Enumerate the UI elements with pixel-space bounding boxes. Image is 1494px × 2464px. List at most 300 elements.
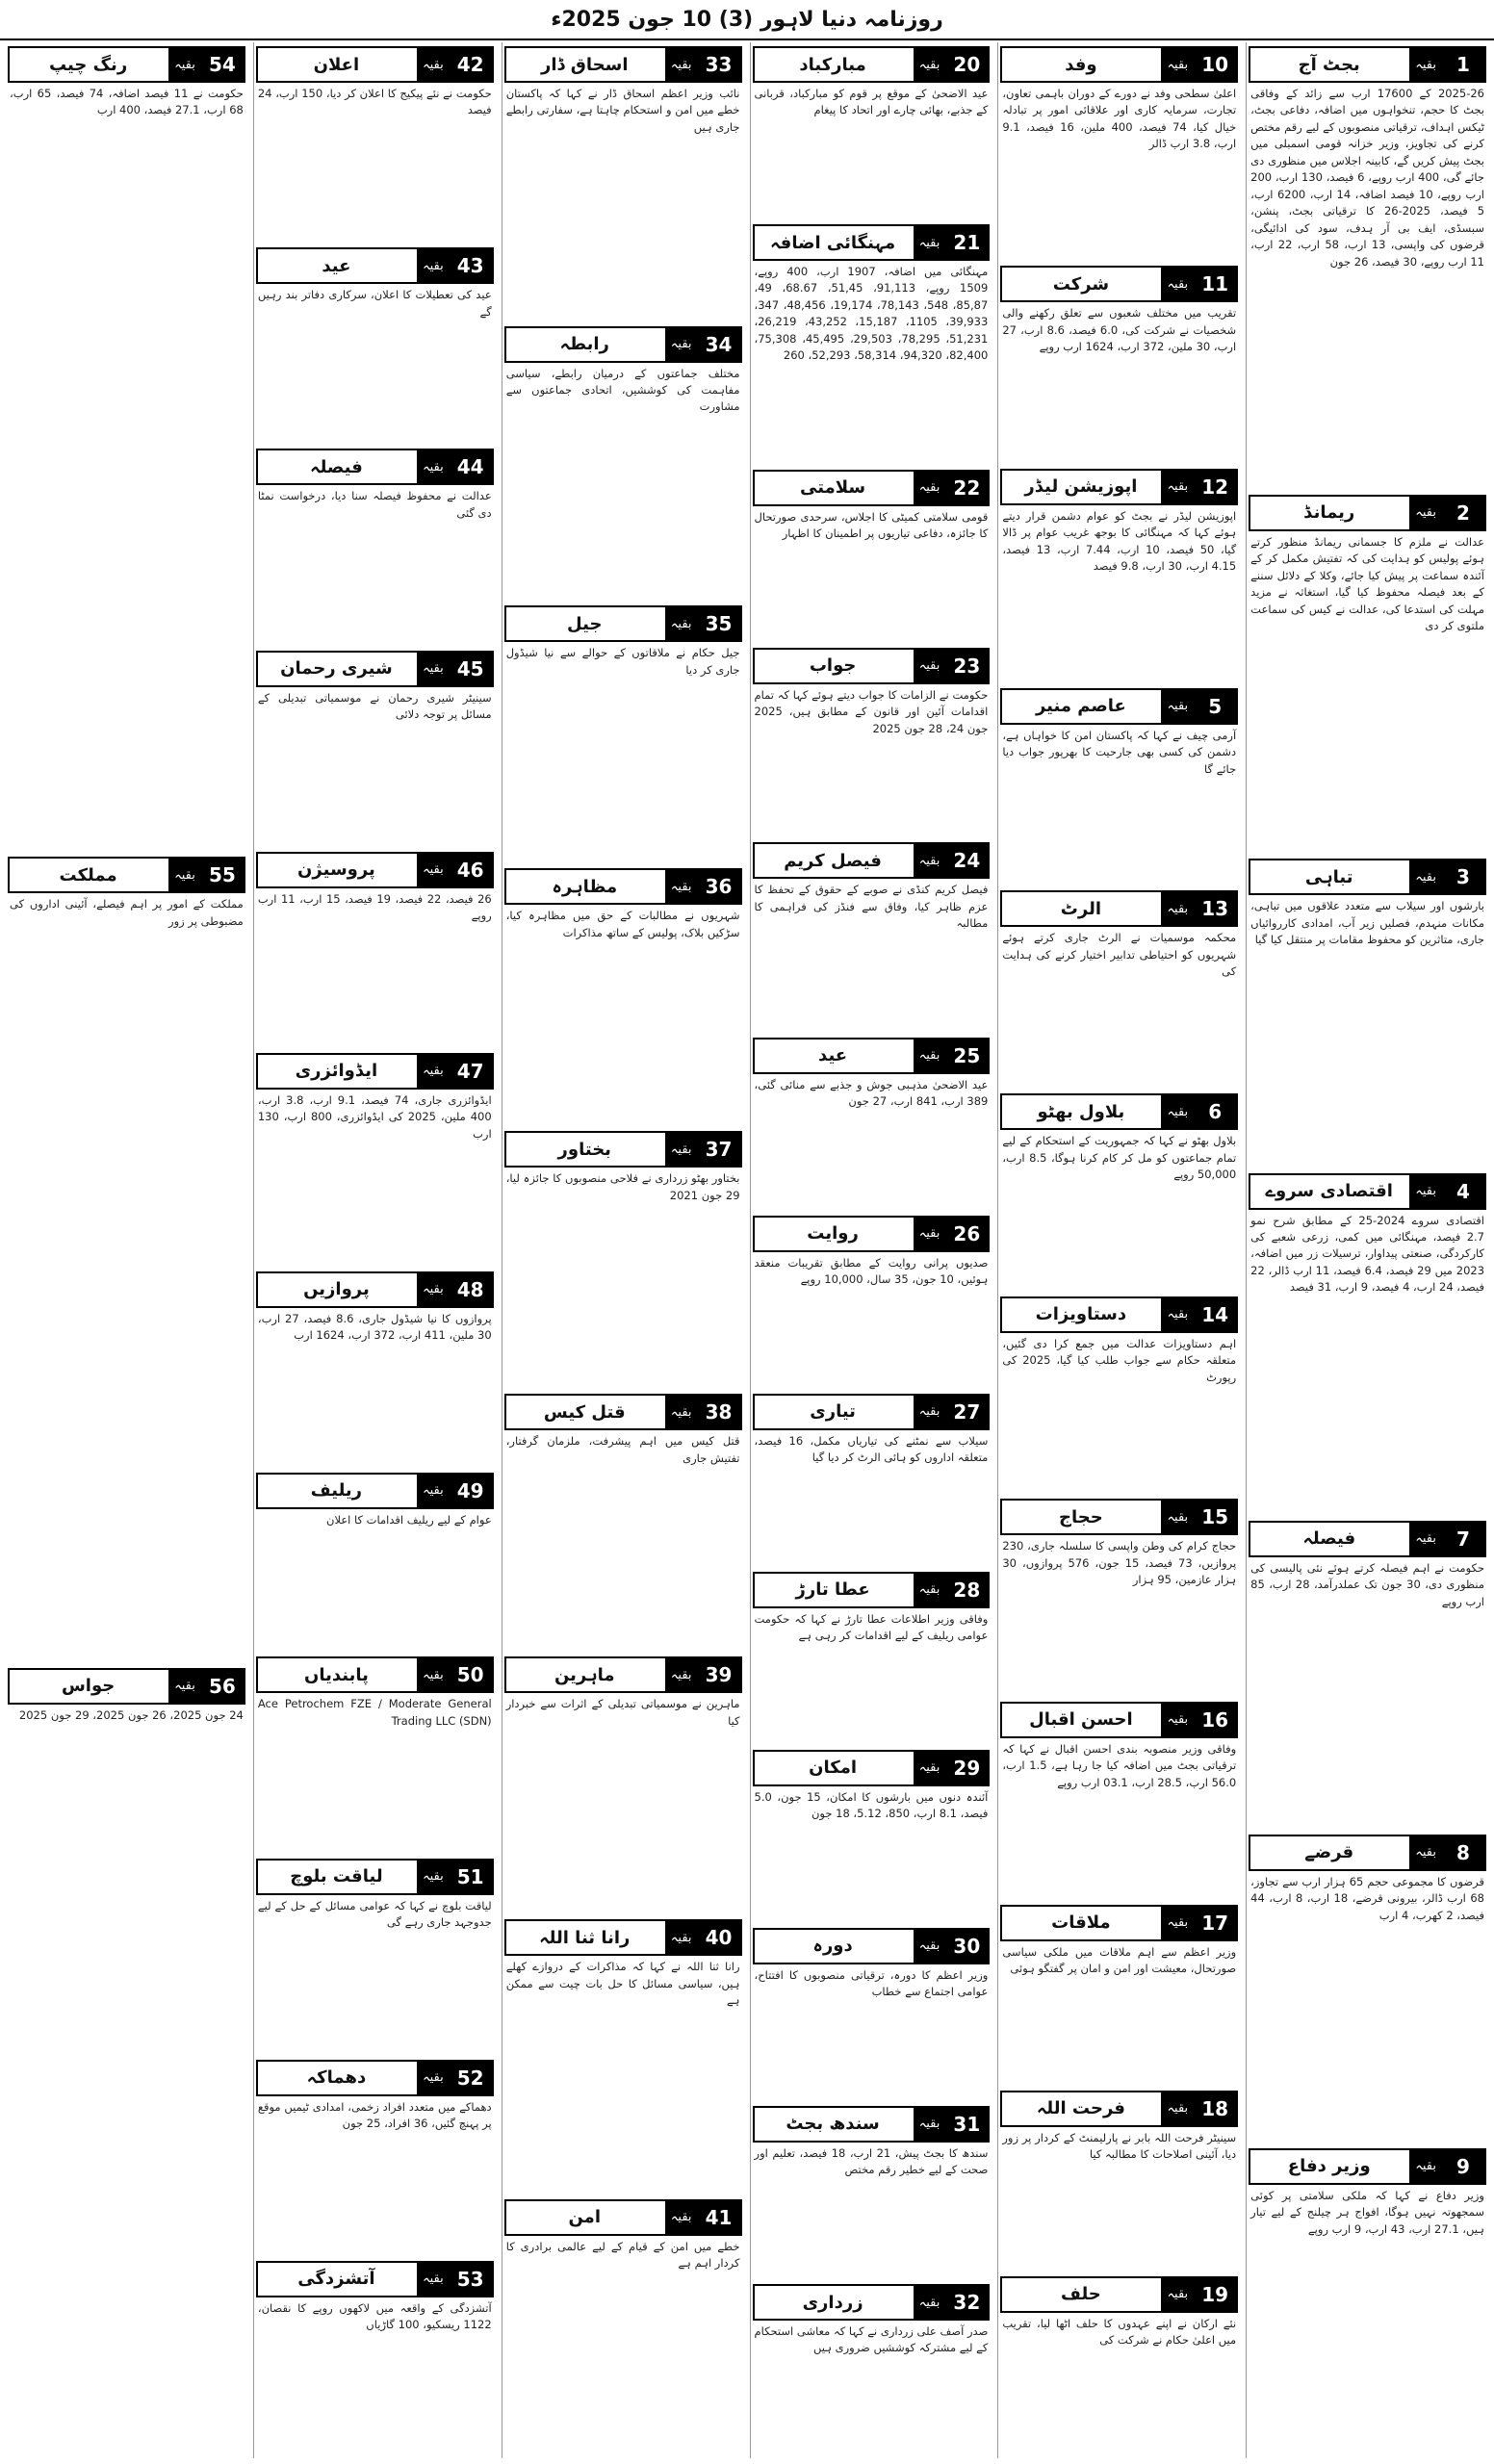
article-title: مبارکباد (755, 48, 912, 81)
article-title: الرٹ (1002, 892, 1159, 925)
article-header (8, 857, 245, 893)
article-body: لیاقت بلوچ نے کہا کہ عوامی مسائل کے حل کے لیے جدوجہد جاری رہے گی (257, 1898, 492, 1930)
article-number: 51 (450, 1861, 492, 1893)
article (254, 2056, 496, 2257)
article (998, 1495, 1240, 1698)
article-number: 18 (1194, 2092, 1236, 2125)
article (998, 465, 1240, 684)
article-header (1249, 495, 1486, 531)
article (751, 1924, 992, 2102)
column-3 (750, 42, 992, 2458)
article-header (753, 1928, 991, 1964)
article-tag: بقیہ (663, 1396, 698, 1428)
article-title: ایڈوائزری (258, 1055, 415, 1088)
article-header (753, 1394, 991, 1430)
article-body: قتل کیس میں اہم پیشرفت، ملزمان گرفتار، تفتیش جاری (505, 1434, 740, 1465)
article-number: 26 (945, 1218, 988, 1250)
article-number: 45 (450, 653, 492, 685)
article-number: 35 (698, 607, 740, 640)
article-tag: بقیہ (663, 1133, 698, 1166)
article-number: 42 (450, 48, 492, 81)
article-header (1000, 1905, 1238, 1941)
article (6, 853, 247, 1663)
article-body: وزیر دفاع نے کہا کہ ملکی سلامتی پر کوئی سمجھوتہ نہیں ہوگا، افواج ہر چیلنج کے لیے تیار ہیں، 27.1 ارب، 43 ارب، 9 ارب روپے (1250, 2188, 1484, 2236)
article-tag: بقیہ (1159, 1298, 1194, 1331)
article-title: ریمانڈ (1250, 497, 1407, 529)
article-tag: بقیہ (912, 1752, 946, 1784)
article-body: قرضوں کا مجموعی حجم 65 ہزار ارب سے تجاوز، 68 ارب ڈالر، بیرونی قرضے، 18 ارب، 8 ارب، 44 فیصد، 2 کھرب، 4 ارب (1250, 1874, 1484, 1922)
article (751, 644, 992, 838)
article (254, 244, 496, 445)
article-body: محکمہ موسمیات نے الرٹ جاری کرتے ہوئے شہریوں کو احتیاطی تدابیر اختیار کرنے کی ہدایت کی (1002, 931, 1237, 979)
article-header (1000, 2276, 1238, 2313)
article-tag: بقیہ (1407, 1523, 1442, 1555)
article-tag: بقیہ (1159, 1907, 1194, 1939)
article-body: سیلاب سے نمٹنے کی تیاریاں مکمل، 16 فیصد، متعلقہ اداروں کو ہائی الرٹ کر دیا گیا (754, 1433, 989, 1465)
article-header (1000, 46, 1238, 83)
article-header (1000, 1296, 1238, 1333)
article (1247, 42, 1488, 491)
article-tag: بقیہ (415, 249, 450, 282)
article-body: آرمی چیف نے کہا کہ پاکستان امن کا خواہاں ہے، دشمن کی کسی بھی جارحیت کا بھرپور جواب دیا جائے گا (1002, 728, 1237, 776)
column-5 (253, 42, 496, 2458)
article-body: بلاول بھٹو نے کہا کہ جمہوریت کے استحکام کے لیے تمام جماعتوں کو مل کر کام کرنا ہوگا، 8.5 ارب، 50,000 روپے (1002, 1134, 1237, 1181)
article-title: جواس (10, 1670, 167, 1703)
article-title: بختاور (506, 1133, 663, 1166)
article-header (8, 46, 245, 83)
article-header (8, 1668, 245, 1705)
article-header (256, 1271, 494, 1308)
article-title: قرضے (1250, 1836, 1407, 1869)
article-tag: بقیہ (912, 2286, 946, 2319)
article-number: 39 (698, 1658, 740, 1691)
article-number: 37 (698, 1133, 740, 1166)
article-title: قتل کیس (506, 1396, 663, 1428)
article (1247, 2144, 1488, 2458)
article-tag: بقیہ (912, 1930, 946, 1963)
article-header (753, 648, 991, 684)
article-tag: بقیہ (663, 607, 698, 640)
article-title: مہنگائی اضافہ (755, 226, 912, 259)
article-tag: بقیہ (1159, 892, 1194, 925)
article-body: وزیر اعظم سے اہم ملاقات میں ملکی سیاسی صورتحال، معیشت اور امن و امان پر گفتگو ہوئی (1002, 1944, 1237, 1976)
article-body: بختاور بھٹو زرداری نے فلاحی منصوبوں کا جائزہ لیا، 29 جون 2021 (505, 1171, 740, 1202)
article (254, 1855, 496, 2056)
article (502, 602, 744, 864)
article-header (1000, 890, 1238, 927)
article-title: اپوزیشن لیڈر (1002, 471, 1159, 503)
masthead-title: روزنامہ دنیا لاہور (3) 10 جون 2025ء (551, 7, 943, 32)
article (751, 2280, 992, 2458)
article-number: 25 (945, 1040, 988, 1072)
article-tag: بقیہ (1407, 1175, 1442, 1208)
article-number: 29 (945, 1752, 988, 1784)
article-title: مملکت (10, 859, 167, 891)
article (254, 42, 496, 244)
article (998, 886, 1240, 1090)
article-header (753, 470, 991, 506)
article-body: ایڈوائزری جاری، 74 فیصد، 9.1 ارب، 3.8 ارب، 400 ملین، 2025 کی ایڈوائزری، 800 ارب، 130 ارب (257, 1092, 492, 1141)
article-body: مختلف جماعتوں کے درمیان رابطے، سیاسی مفاہمت کی کوششیں، اتحادی جماعتوں سے مشاورت (505, 366, 740, 414)
newspaper-page (6, 42, 1488, 2458)
article (1247, 1517, 1488, 1831)
article-title: سندھ بجٹ (755, 2108, 912, 2141)
article-header (753, 2284, 991, 2321)
article-header (1000, 1093, 1238, 1130)
article (254, 1049, 496, 1268)
article (1247, 1831, 1488, 2144)
article-tag: بقیہ (415, 1055, 450, 1088)
article-number: 8 (1442, 1836, 1484, 1869)
article-number: 31 (945, 2108, 988, 2141)
article-number: 36 (698, 870, 740, 903)
article-body: عوام کے لیے ریلیف اقدامات کا اعلان (326, 1512, 492, 1527)
article-header (1000, 1499, 1238, 1535)
article-body: اعلیٰ سطحی وفد نے دورے کے دوران باہمی تعاون، تجارت، سرمایہ کاری اور علاقائی امور پر تبادلہ خیال کیا، 74 فیصد، 400 ملین، 16 فیصد، 9.1 ارب، 3.8 ارب ڈالر (1002, 87, 1237, 151)
article-body: ماہرین نے موسمیاتی تبدیلی کے اثرات سے خبردار کیا (505, 1697, 740, 1728)
article-body: بارشوں اور سیلاب سے متعدد علاقوں میں تباہی، مکانات منہدم، فصلیں زیر آب، امدادی کارروائیاں جاری، متاثرین کو محفوظ مقامات پر منتقل کیا گیا (1250, 899, 1484, 947)
article-number: 32 (945, 2286, 988, 2319)
article-title: ملاقات (1002, 1907, 1159, 1939)
article-body: حکومت نے نئے پیکیج کا اعلان کر دیا، 150 ارب، 24 فیصد (257, 87, 492, 117)
article-header (1000, 1702, 1238, 1738)
article (502, 864, 744, 1127)
article-header (504, 605, 742, 642)
article-number: 38 (698, 1396, 740, 1428)
article-tag: بقیہ (663, 870, 698, 903)
article-number: 17 (1194, 1907, 1236, 1939)
article-header (753, 1572, 991, 1608)
article-header (256, 1053, 494, 1090)
article-body: قومی سلامتی کمیٹی کا اجلاس، سرحدی صورتحال کا جائزہ، دفاعی تیاریوں پر اطمینان کا اظہار (754, 509, 989, 541)
article-title: تباہی (1250, 860, 1407, 893)
article-title: فیصلہ (1250, 1523, 1407, 1555)
article-title: احسن اقبال (1002, 1704, 1159, 1736)
article (751, 838, 992, 1033)
article-title: پابندیاں (258, 1658, 415, 1691)
article-body: آتشزدگی کے واقعہ میں لاکھوں روپے کا نقصان، 1122 ریسکیو، 100 گاڑیاں (257, 2300, 492, 2332)
article-number: 19 (1194, 2278, 1236, 2311)
article-title: فیصل کریم (755, 844, 912, 877)
article-title: رانا ثنا اللہ (506, 1921, 663, 1954)
article (751, 1034, 992, 1212)
article (751, 1212, 992, 1390)
article-tag: بقیہ (415, 653, 450, 685)
article-header (1000, 469, 1238, 505)
article-number: 9 (1442, 2150, 1484, 2183)
article-number: 24 (945, 844, 988, 877)
article-body: جیل حکام نے ملاقاتوں کے حوالے سے نیا شیڈول جاری کر دیا (505, 646, 740, 677)
article-title: عید (755, 1040, 912, 1072)
article-title: سلامتی (755, 472, 912, 504)
article-title: فیصلہ (258, 450, 415, 483)
article-header (256, 1656, 494, 1693)
article (998, 2272, 1240, 2458)
article-number: 16 (1194, 1704, 1236, 1736)
article-tag: بقیہ (415, 1861, 450, 1893)
article-header (256, 651, 494, 687)
article-number: 56 (201, 1670, 244, 1703)
article (502, 1127, 744, 1390)
article (502, 42, 744, 322)
column-2 (997, 42, 1240, 2458)
article-title: دورہ (755, 1930, 912, 1963)
article-title: دھماکہ (258, 2062, 415, 2094)
article-title: بجٹ آج (1250, 48, 1407, 81)
article-header (753, 1216, 991, 1252)
article (998, 684, 1240, 887)
article (998, 262, 1240, 465)
article-header (256, 46, 494, 83)
article-title: وزیر دفاع (1250, 2150, 1407, 2183)
article-title: عطا تارڑ (755, 1574, 912, 1606)
article-header (504, 1656, 742, 1693)
article-body: نائب وزیر اعظم اسحاق ڈار نے کہا کہ پاکستان خطے میں امن و استحکام چاہتا ہے، سفارتی رابطے جاری ہیں (505, 87, 740, 134)
article-body: مہنگائی میں اضافہ، 1907 ارب، 400 روپے، 1509 روپے، 91,113، 51,45، 68.67، 49، 85,87، 548، 78,143، 19,174، 48,456، 347، 39,933، 1105، 15,187، 43,252، 26,219، 51,231، 78,295، 29,503، 45,495، 75,308، 82,400، 94,320، 58,314، 52,293، 260 (754, 265, 989, 363)
article-title: عید (258, 249, 415, 282)
article-header (1249, 2148, 1486, 2185)
article-body: خطے میں امن کے قیام کے لیے عالمی برادری کا کردار اہم ہے (505, 2239, 740, 2271)
article-title: جواب (755, 650, 912, 682)
article-number: 54 (201, 48, 244, 81)
article-body: سندھ کا بجٹ پیش، 21 ارب، 18 فیصد، تعلیم اور صحت کے لیے خطیر رقم مختص (754, 2145, 989, 2177)
article-header (1000, 2091, 1238, 2127)
article-header (1249, 1173, 1486, 1210)
article-header (256, 2060, 494, 2096)
article (6, 42, 247, 853)
article-header (504, 1131, 742, 1168)
article-body: صدر آصف علی زرداری نے کہا کہ معاشی استحکام کے لیے مشترکہ کوششیں ضروری ہیں (754, 2324, 989, 2355)
article-tag: بقیہ (663, 328, 698, 361)
article-body: اقتصادی سروے 2024-25 کے مطابق شرح نمو 2.7 فیصد، مہنگائی میں کمی، زرعی شعبے کی کارکردگی، صنعتی پیداوار، ترسیلات زر میں اضافہ، 2023 میں 29 فیصد، 6.4 فیصد، 11 ارب ڈالر، 22 فیصد، 24 ارب، 4 فیصد، 9 ارب، 31 فیصد (1250, 1213, 1485, 1295)
article (998, 1698, 1240, 1901)
article-number: 7 (1442, 1523, 1484, 1555)
article-body: مملکت کے امور پر اہم فیصلے، آئینی اداروں کی مضبوطی پر زور (10, 897, 244, 928)
article-tag: بقیہ (1159, 268, 1194, 300)
article-body: عید الاضحیٰ مذہبی جوش و جذبے سے منائی گئی، 389 ارب، 841 ارب، 27 جون (754, 1077, 989, 1109)
article-title: امکان (755, 1752, 912, 1784)
article-body: عید الاضحیٰ کے موقع پر قوم کو مبارکباد، قربانی کے جذبے، بھائی چارے اور اتحاد کا پیغام (754, 87, 989, 117)
article-body: عدالت نے محفوظ فیصلہ سنا دیا، درخواست نمٹا دی گئی (257, 489, 492, 520)
article-tag: بقیہ (167, 1670, 201, 1703)
article-tag: بقیہ (1159, 471, 1194, 503)
article-body: دھماکے میں متعدد افراد زخمی، امدادی ٹیمیں موقع پر پہنچ گئیں، 36 افراد، 25 جون (257, 2099, 492, 2131)
article-header (504, 46, 742, 83)
article-number: 23 (945, 650, 988, 682)
article-tag: بقیہ (415, 1658, 450, 1691)
article-body: وفاقی وزیر منصوبہ بندی احسن اقبال نے کہا کہ ترقیاتی بجٹ میں اضافہ کیا جا رہا ہے، 1.5 ارب، 56.0 ارب، 28.5 ارب، 03.1 ارب روپے (1002, 1741, 1237, 1789)
masthead (0, 0, 1494, 40)
article-tag: بقیہ (1159, 48, 1194, 81)
article (502, 1915, 744, 2195)
article-title: دستاویزات (1002, 1298, 1159, 1331)
article-title: آتشزدگی (258, 2263, 415, 2296)
article-title: تیاری (755, 1396, 912, 1428)
article-header (504, 1919, 742, 1956)
article-body: 26 فیصد، 22 فیصد، 19 فیصد، 15 ارب، 11 ارب روپے (257, 891, 492, 923)
article-header (256, 449, 494, 485)
article-tag: بقیہ (415, 48, 450, 81)
article-title: شیری رحمان (258, 653, 415, 685)
article-number: 49 (450, 1475, 492, 1507)
article (254, 445, 496, 646)
article (254, 1653, 496, 1854)
article (751, 1746, 992, 1924)
article-title: ماہرین (506, 1658, 663, 1691)
article-title: بلاول بھٹو (1002, 1095, 1159, 1128)
article-title: پروسیژن (258, 854, 415, 886)
article-tag: بقیہ (415, 2062, 450, 2094)
article-number: 40 (698, 1921, 740, 1954)
article-header (256, 2261, 494, 2297)
article-tag: بقیہ (663, 1658, 698, 1691)
article-title: امن (506, 2201, 663, 2234)
article-body: سینیٹر شیری رحمان نے موسمیاتی تبدیلی کے مسائل پر توجہ دلائی (257, 690, 492, 721)
article-tag: بقیہ (1407, 497, 1442, 529)
article (254, 1469, 496, 1654)
article (6, 1664, 247, 2458)
article-tag: بقیہ (167, 48, 201, 81)
article-tag: بقیہ (912, 650, 946, 682)
article-title: وفد (1002, 48, 1159, 81)
article-tag: بقیہ (912, 1218, 946, 1250)
article-number: 13 (1194, 892, 1236, 925)
article-tag: بقیہ (912, 1574, 946, 1606)
article-body: سینیٹر فرحت اللہ بابر نے پارلیمنٹ کے کردار پر زور دیا، آئینی اصلاحات کا مطالبہ کیا (1002, 2130, 1237, 2162)
article-tag: بقیہ (1159, 1501, 1194, 1533)
article-body: 2025-26 کے 17600 ارب سے زائد کے وفاقی بجٹ کا حجم، تنخواہوں میں اضافہ، دفاعی بجٹ، ٹیکس اہداف، ترقیاتی منصوبوں کے لیے رقم مختص کرنے کی تجاویز، وزیر خزانہ قومی اسمبلی میں بجٹ پیش کریں گے، کابینہ اجلاس میں منظوری دی جائے گی، 400 ارب روپے، 6 فیصد، 130 ارب، 200 ارب روپے، 10 فیصد اضافہ، 14 ارب، 6200 ارب، 5 فیصد، 2025-26 کا ترقیاتی بجٹ، پنشن، سبسڈی، ایف بی آر ہدف، سود کی ادائیگی، قرضوں کی واپسی، 13 ارب، 58 ارب، 22 ارب، 11 ارب روپے، 30 فیصد، 26 جون (1250, 87, 1485, 269)
article-body: شہریوں نے مطالبات کے حق میں مظاہرہ کیا، سڑکیں بلاک، پولیس کے ساتھ مذاکرات (505, 909, 740, 939)
article-header (256, 1473, 494, 1509)
article-body: صدیوں پرانی روایت کے مطابق تقریبات منعقد ہوئیں، 10 جون، 35 سال، 10,000 روپے (754, 1255, 989, 1287)
article-body: حکومت نے اہم فیصلہ کرتے ہوئے نئی پالیسی کی منظوری دی، 30 جون تک عملدرآمد، 28 ارب، 85 ارب روپے (1250, 1560, 1484, 1608)
article-title: رابطہ (506, 328, 663, 361)
article-number: 48 (450, 1273, 492, 1306)
article-header (504, 2199, 742, 2236)
article-title: زرداری (755, 2286, 912, 2319)
article (254, 848, 496, 1049)
article-number: 2 (1442, 497, 1484, 529)
article-number: 30 (945, 1930, 988, 1963)
article-number: 28 (945, 1574, 988, 1606)
article (502, 1390, 744, 1653)
article-body: Ace Petrochem FZE / Moderate General Trading LLC (SDN) (257, 1697, 492, 1728)
article-tag: بقیہ (1407, 1836, 1442, 1869)
article-number: 52 (450, 2062, 492, 2094)
article-tag: بقیہ (912, 844, 946, 877)
article-body: وزیر اعظم کا دورہ، ترقیاتی منصوبوں کا افتتاح، عوامی اجتماع سے خطاب (754, 1967, 989, 1999)
article-number: 6 (1194, 1095, 1236, 1128)
article-tag: بقیہ (1159, 1704, 1194, 1736)
article-tag: بقیہ (415, 1273, 450, 1306)
article-tag: بقیہ (912, 48, 946, 81)
article-header (1249, 46, 1486, 83)
article-number: 14 (1194, 1298, 1236, 1331)
article (502, 322, 744, 603)
article-body: حکومت نے الزامات کا جواب دیتے ہوئے کہا کہ تمام اقدامات آئین اور قانون کے مطابق ہیں، 2025 جون 24، 28 جون 2025 (754, 687, 989, 735)
article-title: رنگ چیپ (10, 48, 167, 81)
article-number: 53 (450, 2263, 492, 2296)
article-number: 21 (945, 226, 988, 259)
article-header (753, 46, 991, 83)
article-header (753, 1750, 991, 1786)
article-number: 33 (698, 48, 740, 81)
article-number: 55 (201, 859, 244, 891)
article-body: رانا ثنا اللہ نے کہا کہ مذاکرات کے دروازے کھلے ہیں، سیاسی مسائل کا حل بات چیت سے ممکن ہے (505, 1960, 740, 2008)
article (751, 466, 992, 644)
article (751, 2102, 992, 2280)
article-title: شرکت (1002, 268, 1159, 300)
article-body: اہم دستاویزات عدالت میں جمع کرا دی گئیں، متعلقہ حکام سے جواب طلب کیا گیا، 2025 کی رپورٹ (1002, 1336, 1237, 1384)
article (751, 1568, 992, 1746)
article-tag: بقیہ (663, 1921, 698, 1954)
article-title: حلف (1002, 2278, 1159, 2311)
article (254, 647, 496, 848)
article-tag: بقیہ (1159, 1095, 1194, 1128)
article-title: ریلیف (258, 1475, 415, 1507)
article (751, 1390, 992, 1568)
article-body: وفاقی وزیر اطلاعات عطا تارڑ نے کہا کہ حکومت عوامی ریلیف کے لیے اقدامات کر رہی ہے (754, 1611, 989, 1643)
article-number: 11 (1194, 268, 1236, 300)
article-number: 44 (450, 450, 492, 483)
article-tag: بقیہ (415, 854, 450, 886)
article-number: 20 (945, 48, 988, 81)
article (998, 1901, 1240, 2087)
article-tag: بقیہ (1407, 2150, 1442, 2183)
article-body: حجاج کرام کی وطن واپسی کا سلسلہ جاری، 230 پروازیں، 73 فیصد، 15 جون، 576 پروازوں، 30 ہزار عازمین، 95 ہزار (1002, 1539, 1237, 1587)
article-number: 22 (945, 472, 988, 504)
article (998, 2087, 1240, 2272)
article-title: جیل (506, 607, 663, 640)
article-title: اعلان (258, 48, 415, 81)
article-body: تقریب میں مختلف شعبوں سے تعلق رکھنے والی شخصیات نے شرکت کی، 6.0 فیصد، 8.6 ارب، 27 ارب، 30 ملین، 372 ارب، 1624 ارب روپے (1002, 306, 1237, 354)
article-title: عاصم منیر (1002, 690, 1159, 723)
article-title: لیاقت بلوچ (258, 1861, 415, 1893)
article (998, 42, 1240, 262)
article-header (256, 852, 494, 888)
article-title: حجاج (1002, 1501, 1159, 1533)
article-tag: بقیہ (415, 2263, 450, 2296)
article-tag: بقیہ (912, 472, 946, 504)
article-number: 41 (698, 2201, 740, 2234)
article-header (256, 247, 494, 284)
article-title: مظاہرہ (506, 870, 663, 903)
article-number: 1 (1442, 48, 1484, 81)
article-title: پروازیں (258, 1273, 415, 1306)
article-body: حکومت نے 11 فیصد اضافہ، 74 فیصد، 65 ارب، 68 ارب، 27.1 فیصد، 400 ارب (10, 87, 244, 117)
article-header (753, 224, 991, 261)
article (502, 1653, 744, 1915)
article-number: 47 (450, 1055, 492, 1088)
article-body: پروازوں کا نیا شیڈول جاری، 8.6 فیصد، 27 ارب، 30 ملین، 411 ارب، 372 ارب، 1624 ارب (257, 1311, 492, 1342)
article-number: 5 (1194, 690, 1236, 723)
article (254, 1268, 496, 1469)
article-tag: بقیہ (415, 1475, 450, 1507)
article-body: آئندہ دنوں میں بارشوں کا امکان، 15 جون، 5.0 فیصد، 8.1 ارب، 850، 5.12، 18 جون (754, 1789, 989, 1821)
article-body: عدالت نے ملزم کا جسمانی ریمانڈ منظور کرتے ہوئے پولیس کو ہدایت کی کہ تفتیش مکمل کر کے آئندہ سماعت پر پیش کیا جائے، وکلا کے دلائل سننے کے بعد فیصلہ محفوظ کیا گیا، استغاثہ نے مزید مہلت کی استدعا کی، عدالت نے کیس کی سماعت ملتوی کر دی (1250, 534, 1484, 633)
article (998, 1090, 1240, 1293)
article-number: 27 (945, 1396, 988, 1428)
article-header (504, 1394, 742, 1430)
article-body: عید کی تعطیلات کا اعلان، سرکاری دفاتر بند رہیں گے (257, 288, 492, 319)
article (1247, 1169, 1488, 1517)
article-header (753, 842, 991, 879)
article (502, 2195, 744, 2458)
article-number: 12 (1194, 471, 1236, 503)
article-title: اسحاق ڈار (506, 48, 663, 81)
article-tag: بقیہ (663, 48, 698, 81)
article-tag: بقیہ (1159, 690, 1194, 723)
